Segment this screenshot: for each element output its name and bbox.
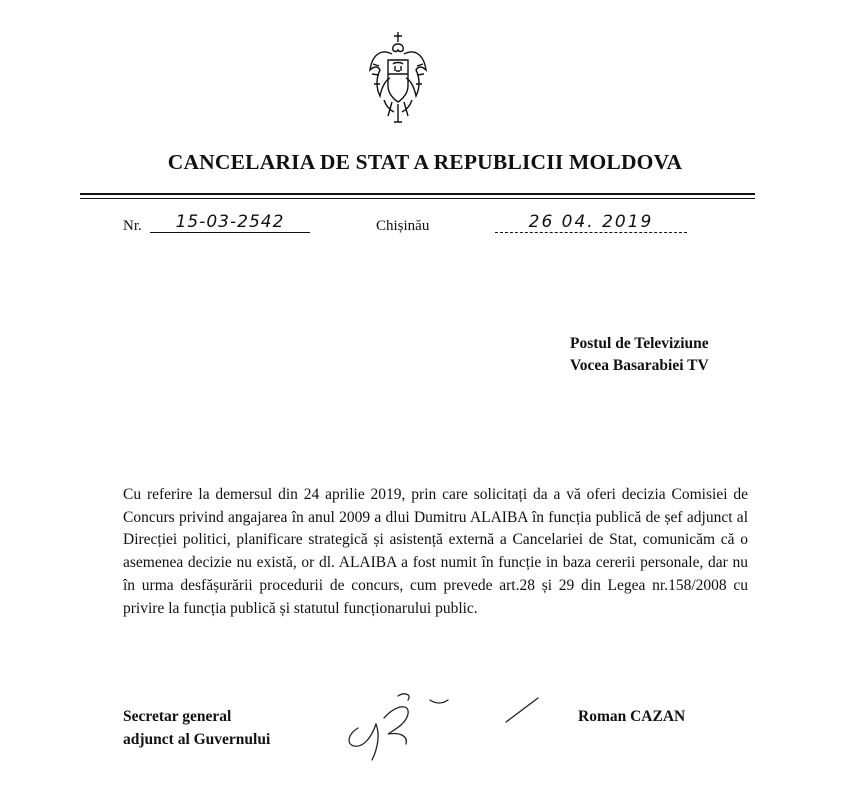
registration-number-value: 15-03-2542 [150,212,310,233]
recipient-line-2: Vocea Basarabiei TV [570,357,709,374]
header-rule-thin [80,198,755,199]
letter-body-text: Cu referire la demersul din 24 aprilie 2019, prin care solicitați da a vă oferi decizia Comisiei de Concurs privind angajarea în anul 2009 a dlui Dumitru ALAIBA în funcția publică de șef adjunct al Direcției politici, planificare strategică și asistență externă a Cancelariei de Stat, comunicăm că o asemenea decizie nu există, or dl. ALAIBA a fost numit în funcție in baza cererii personale, dar nu în urma desfășurării procedurii de concurs, cum prevede art.28 și 29 din Legea nr.158/2008 cu privire la funcția publică și statutul funcționarului public. [123,486,748,617]
document-date: 26 04. 2019 [495,212,687,233]
letter-body-paragraph [123,484,748,620]
signatory-name: Roman CAZAN [578,708,686,725]
registration-number-label: Nr. [123,218,142,234]
signatory-title [123,705,270,751]
header-rule-thick [80,193,755,195]
city-label: Chișinău [376,218,430,234]
recipient-line-1: Postul de Televiziune [570,335,709,352]
recipient-block [570,333,709,377]
handwritten-signature [338,688,558,768]
institution-title: CANCELARIA DE STAT A REPUBLICII MOLDOVA [167,150,683,174]
signatory-title-line-1: Secretar general [123,708,232,725]
coat-of-arms-emblem [368,30,428,126]
signatory-title-line-2: adjunct al Guvernului [123,731,271,748]
